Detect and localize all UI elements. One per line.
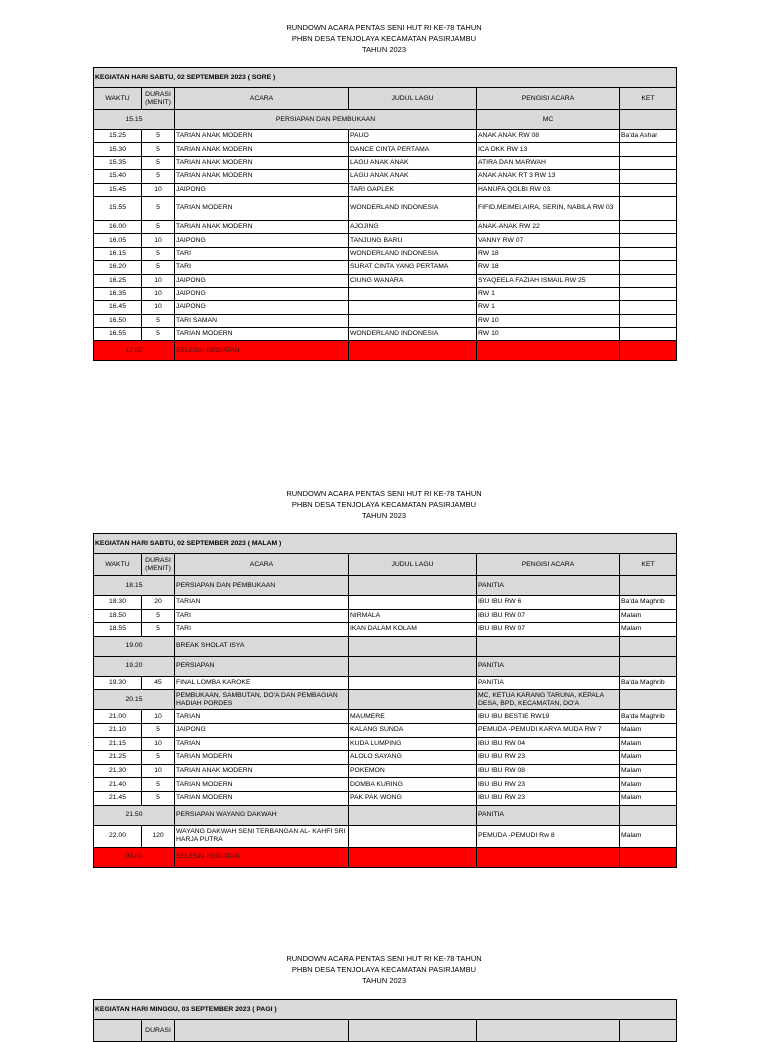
table-row	[94, 130, 677, 143]
table-row	[94, 143, 677, 156]
cell-acara: FINAL LOMBA KAROKE	[175, 676, 349, 690]
cell-durasi: 10	[142, 287, 175, 300]
cell-judul: NIRMALA	[349, 609, 477, 623]
cell-durasi: 10	[142, 274, 175, 287]
cell-pengisi: PEMUDA -PEMUDI Rw 8	[477, 825, 620, 847]
cell-durasi: 10	[142, 764, 175, 778]
cell-judul	[349, 287, 477, 300]
col-pengisi: PENGISI ACARA	[477, 554, 620, 576]
table-row	[94, 247, 677, 260]
cell-durasi: 5	[142, 791, 175, 805]
phase-pengisi: PANITIA	[477, 805, 620, 825]
cell-acara: TARIAN MODERN	[175, 751, 349, 765]
cell-pengisi: PEMUDA -PEMUDI KARYA MUDA RW 7	[477, 723, 620, 737]
cell-pengisi: IBU IBU RW 08	[477, 764, 620, 778]
table-row	[94, 220, 677, 233]
cell-ket: Malam	[620, 623, 677, 637]
cell-pengisi: RW 1	[477, 287, 620, 300]
cell-waktu: 15.40	[94, 170, 142, 183]
cell-durasi: 5	[142, 143, 175, 156]
cell-acara: TARIAN	[175, 737, 349, 751]
phase-row	[94, 576, 677, 596]
table-row	[94, 156, 677, 169]
table-row	[94, 328, 677, 341]
phase-time: 19.20	[94, 656, 175, 676]
cell-durasi: 45	[142, 676, 175, 690]
table-row	[94, 751, 677, 765]
cell-acara: TARI	[175, 247, 349, 260]
cell-judul: KALANG SUNDA	[349, 723, 477, 737]
cell-waktu: 16.55	[94, 328, 142, 341]
header-line1: RUNDOWN ACARA PENTAS SENI HUT RI KE-78 TAHUN	[286, 489, 482, 498]
cell-durasi: 5	[142, 778, 175, 792]
table-row	[94, 287, 677, 300]
cell-judul: IKAN DALAM KOLAM	[349, 623, 477, 637]
col-waktu: WAKTU	[94, 88, 142, 110]
cell-ket: Malam	[620, 737, 677, 751]
cell-ket	[620, 220, 677, 233]
cell-ket	[620, 183, 677, 196]
cell-ket	[620, 287, 677, 300]
closing-row	[94, 847, 677, 867]
cell-waktu: 21.45	[94, 791, 142, 805]
cell-durasi: 5	[142, 723, 175, 737]
table-cell	[620, 341, 677, 361]
cell-ket	[620, 314, 677, 327]
table-row	[94, 261, 677, 274]
opening-pengisi: MC	[477, 110, 620, 130]
cell-durasi: 5	[142, 130, 175, 143]
cell-durasi: 5	[142, 328, 175, 341]
header-line3: TAHUN 2023	[361, 511, 407, 520]
section-title: KEGIATAN HARI SABTU, 02 SEPTEMBER 2023 ( MALAM )	[94, 534, 677, 554]
cell-ket: Malam	[620, 791, 677, 805]
cell-judul: LAGU ANAK ANAK	[349, 156, 477, 169]
cell-acara: TARI	[175, 261, 349, 274]
rundown-header-1	[0, 22, 768, 55]
phase-time: 20.15	[94, 690, 175, 710]
table-row	[94, 609, 677, 623]
cell-acara: JAIPONG	[175, 301, 349, 314]
cell-waktu: 15.45	[94, 183, 142, 196]
cell-acara: JAIPONG	[175, 234, 349, 247]
cell-judul	[349, 825, 477, 847]
cell-ket: Malam	[620, 751, 677, 765]
table-row	[94, 596, 677, 610]
col-waktu: WAKTU	[94, 554, 142, 576]
rundown-header-2	[0, 488, 768, 521]
cell-acara: TARIAN	[175, 710, 349, 724]
col-acara: ACARA	[175, 88, 349, 110]
table-cell	[620, 805, 677, 825]
cell-waktu: 16.20	[94, 261, 142, 274]
cell-durasi: 10	[142, 301, 175, 314]
cell-ket: Malam	[620, 723, 677, 737]
header-line1: RUNDOWN ACARA PENTAS SENI HUT RI KE-78 TAHUN	[286, 954, 482, 963]
cell-durasi: 5	[142, 170, 175, 183]
cell-pengisi: IBU IBU RW 07	[477, 609, 620, 623]
closing-acara: SELESAI KEGIATAN	[175, 847, 349, 867]
cell-durasi: 5	[142, 609, 175, 623]
table-cell	[349, 576, 477, 596]
closing-acara: SELESAI KEGIATAN	[175, 341, 349, 361]
cell-ket	[620, 156, 677, 169]
cell-durasi: 5	[142, 261, 175, 274]
table-cell	[477, 847, 620, 867]
opening-time: 15.15	[94, 110, 175, 130]
table-row	[94, 825, 677, 847]
phase-time: 21.50	[94, 805, 175, 825]
header-line1: RUNDOWN ACARA PENTAS SENI HUT RI KE-78 TAHUN	[286, 23, 482, 32]
table-cell	[349, 847, 477, 867]
phase-row	[94, 690, 677, 710]
cell-judul: WONDERLAND INDONESIA	[349, 196, 477, 220]
cell-pengisi: RW 10	[477, 314, 620, 327]
col-judul: JUDUL LAGU	[349, 554, 477, 576]
col-ket: KET	[620, 554, 677, 576]
cell-waktu: 21.25	[94, 751, 142, 765]
cell-waktu: 16.15	[94, 247, 142, 260]
cell-ket	[620, 261, 677, 274]
cell-acara: TARI SAMAN	[175, 314, 349, 327]
cell-acara: TARI	[175, 623, 349, 637]
cell-waktu: 16.05	[94, 234, 142, 247]
cell-pengisi: RW 10	[477, 328, 620, 341]
table-row	[94, 710, 677, 724]
cell-judul: DANCE CINTA PERTAMA	[349, 143, 477, 156]
phase-acara: PERSIAPAN DAN PEMBUKAAN	[175, 576, 349, 596]
cell-durasi: 10	[142, 710, 175, 724]
cell-ket: Malam	[620, 825, 677, 847]
cell-waktu: 16.45	[94, 301, 142, 314]
cell-pengisi: RW 18	[477, 261, 620, 274]
cell-acara: TARIAN MODERN	[175, 791, 349, 805]
cell-acara: TARIAN ANAK MODERN	[175, 764, 349, 778]
table-row	[94, 234, 677, 247]
cell-pengisi: IBU IBU RW 04	[477, 737, 620, 751]
cell-durasi: 10	[142, 183, 175, 196]
cell-waktu: 21.00	[94, 710, 142, 724]
col-durasi: DURASI (MENIT)	[142, 554, 175, 576]
cell-judul	[349, 314, 477, 327]
table-cell	[349, 341, 477, 361]
phase-acara: BREAK SHOLAT ISYA	[175, 636, 349, 656]
phase-acara: PERSIAPAN WAYANG DAKWAH	[175, 805, 349, 825]
cell-waktu: 16.50	[94, 314, 142, 327]
table-cell	[477, 341, 620, 361]
cell-ket: Malam	[620, 764, 677, 778]
cell-waktu: 15.25	[94, 130, 142, 143]
cell-acara: WAYANG DAKWAH SENI TERBANGAN AL- KAHFI SRI HARJA PUTRA	[175, 825, 349, 847]
cell-waktu: 16.00	[94, 220, 142, 233]
phase-acara: PERSIAPAN	[175, 656, 349, 676]
cell-judul: WONDERLAND INDONESIA	[349, 247, 477, 260]
phase-pengisi: PANITIA	[477, 576, 620, 596]
table-cell	[349, 636, 477, 656]
cell-acara: TARIAN MODERN	[175, 778, 349, 792]
cell-durasi: 10	[142, 234, 175, 247]
section-title: KEGIATAN HARI MINGGU, 03 SEPTEMBER 2023 ( PAGI )	[94, 1000, 677, 1020]
table-row	[94, 274, 677, 287]
cell-ket	[620, 274, 677, 287]
cell-waktu: 21.40	[94, 778, 142, 792]
cell-pengisi: FIFID,MEIMEI,AIRA, SERIN, NABILA RW 03	[477, 196, 620, 220]
cell-acara: TARIAN ANAK MODERN	[175, 130, 349, 143]
header-line3: TAHUN 2023	[361, 45, 407, 54]
header-line2: PHBN DESA TENJOLAYA KECAMATAN PASIRJAMBU	[291, 34, 477, 43]
table-cell	[349, 656, 477, 676]
cell-ket	[620, 234, 677, 247]
cell-durasi: 5	[142, 314, 175, 327]
cell-ket: Ba'da Maghrib	[620, 596, 677, 610]
cell-durasi: 5	[142, 156, 175, 169]
cell-pengisi: VANNY RW 07	[477, 234, 620, 247]
cell-waktu: 21.10	[94, 723, 142, 737]
rundown-table-pagi	[93, 999, 677, 1042]
phase-row	[94, 656, 677, 676]
cell-waktu: 22.00	[94, 825, 142, 847]
cell-waktu: 18.50	[94, 609, 142, 623]
phase-pengisi: MC, KETUA KARANG TARUNA, KEPALA DESA, BPD, KECAMATAN, DO'A	[477, 690, 620, 710]
cell-acara: JAIPONG	[175, 287, 349, 300]
closing-time: 17.00	[94, 341, 175, 361]
table-row	[94, 314, 677, 327]
table-row	[94, 623, 677, 637]
cell-acara: JAIPONG	[175, 274, 349, 287]
table-row	[94, 676, 677, 690]
cell-ket	[620, 143, 677, 156]
phase-row	[94, 636, 677, 656]
cell-durasi: 120	[142, 825, 175, 847]
cell-durasi: 5	[142, 623, 175, 637]
cell-judul: ALOLO SAYANG	[349, 751, 477, 765]
cell-acara: TARIAN ANAK MODERN	[175, 143, 349, 156]
rundown-table-malam	[93, 533, 677, 868]
table-row	[94, 170, 677, 183]
section-title: KEGIATAN HARI SABTU, 02 SEPTEMBER 2023 ( SORE )	[94, 68, 677, 88]
cell-judul: PAK PAK WONG	[349, 791, 477, 805]
cell-ket	[620, 301, 677, 314]
cell-ket	[620, 170, 677, 183]
col-acara: ACARA	[175, 554, 349, 576]
cell-pengisi: IBU IBU RW 23	[477, 791, 620, 805]
cell-waktu: 16.25	[94, 274, 142, 287]
table-row	[94, 196, 677, 220]
cell-pengisi: RW 1	[477, 301, 620, 314]
cell-ket	[620, 328, 677, 341]
cell-judul: TARI GAPLEK	[349, 183, 477, 196]
closing-time: 00.00	[94, 847, 175, 867]
cell-acara: TARIAN ANAK MODERN	[175, 170, 349, 183]
cell-judul	[349, 301, 477, 314]
cell-acara: TARIAN	[175, 596, 349, 610]
cell-waktu: 18.30	[94, 596, 142, 610]
cell-durasi: 5	[142, 220, 175, 233]
cell-ket	[620, 247, 677, 260]
cell-pengisi: PANITIA	[477, 676, 620, 690]
table-row	[94, 301, 677, 314]
phase-row	[94, 805, 677, 825]
cell-pengisi: IBU IBU RW 23	[477, 751, 620, 765]
table-row	[94, 737, 677, 751]
cell-acara: TARIAN MODERN	[175, 328, 349, 341]
closing-row	[94, 341, 677, 361]
phase-time: 18.15	[94, 576, 175, 596]
cell-pengisi: HANUFA QOLBI RW 03	[477, 183, 620, 196]
phase-acara: PEMBUKAAN, SAMBUTAN, DO'A DAN PEMBAGIAN HADIAH PORDES	[175, 690, 349, 710]
table-row	[94, 791, 677, 805]
table-row	[94, 778, 677, 792]
rundown-table-sore	[93, 67, 677, 361]
cell-durasi: 20	[142, 596, 175, 610]
cell-waktu: 19.30	[94, 676, 142, 690]
cell-durasi: 5	[142, 751, 175, 765]
cell-ket: Malam	[620, 778, 677, 792]
phase-pengisi: PANITIA	[477, 656, 620, 676]
table-cell	[620, 847, 677, 867]
table-cell	[620, 690, 677, 710]
cell-judul: POKEMON	[349, 764, 477, 778]
cell-pengisi: IBU IBU RW 23	[477, 778, 620, 792]
cell-acara: TARIAN MODERN	[175, 196, 349, 220]
cell-pengisi: ANAK ANAK RT 3 RW 13	[477, 170, 620, 183]
cell-pengisi: IBU IBU BESTIE RW19	[477, 710, 620, 724]
cell-waktu: 15.30	[94, 143, 142, 156]
cell-pengisi: IBU IBU RW 6	[477, 596, 620, 610]
cell-waktu: 18.55	[94, 623, 142, 637]
header-line2: PHBN DESA TENJOLAYA KECAMATAN PASIRJAMBU	[291, 500, 477, 509]
cell-judul: AJOJING	[349, 220, 477, 233]
header-line2: PHBN DESA TENJOLAYA KECAMATAN PASIRJAMBU	[291, 965, 477, 974]
col-pengisi: PENGISI ACARA	[477, 88, 620, 110]
cell-pengisi: RW 18	[477, 247, 620, 260]
cell-ket: Ba'da Maghrib	[620, 676, 677, 690]
cell-judul: LAGU ANAK ANAK	[349, 170, 477, 183]
cell-acara: JAIPONG	[175, 183, 349, 196]
table-cell	[349, 690, 477, 710]
cell-judul: WONDERLAND INDONESIA	[349, 328, 477, 341]
cell-judul	[349, 596, 477, 610]
cell-judul: KUDA LUMPING	[349, 737, 477, 751]
cell-acara: TARIAN ANAK MODERN	[175, 156, 349, 169]
table-cell	[620, 656, 677, 676]
cell-judul: SURAT CINTA YANG PERTAMA	[349, 261, 477, 274]
cell-pengisi: ANAK-ANAK RW 22	[477, 220, 620, 233]
cell-acara: JAIPONG	[175, 723, 349, 737]
cell-acara: TARI	[175, 609, 349, 623]
rundown-header-3	[0, 953, 768, 986]
col-ket: KET	[620, 88, 677, 110]
cell-waktu: 16.35	[94, 287, 142, 300]
cell-waktu: 15.55	[94, 196, 142, 220]
cell-judul	[349, 676, 477, 690]
phase-pengisi	[477, 636, 620, 656]
cell-judul: TANJUNG BARU	[349, 234, 477, 247]
cell-durasi: 5	[142, 196, 175, 220]
col-durasi: DURASI (MENIT)	[142, 88, 175, 110]
cell-judul: CIUNG WANARA	[349, 274, 477, 287]
cell-ket: Malam	[620, 609, 677, 623]
cell-pengisi: IBU IBU RW 07	[477, 623, 620, 637]
cell-durasi: 5	[142, 247, 175, 260]
cell-waktu: 21.30	[94, 764, 142, 778]
table-cell	[349, 805, 477, 825]
cell-pengisi: ICA DKK RW 13	[477, 143, 620, 156]
table-cell	[620, 576, 677, 596]
table-row	[94, 183, 677, 196]
col-judul: JUDUL LAGU	[349, 88, 477, 110]
cell-judul: MAUMERE	[349, 710, 477, 724]
cell-pengisi: ATIRA DAN MARWAH	[477, 156, 620, 169]
table-row	[94, 764, 677, 778]
phase-time: 19.00	[94, 636, 175, 656]
header-line3: TAHUN 2023	[361, 976, 407, 985]
cell-judul: PAUO	[349, 130, 477, 143]
cell-ket: Ba'da Maghrib	[620, 710, 677, 724]
cell-waktu: 15.35	[94, 156, 142, 169]
table-cell	[620, 636, 677, 656]
cell-waktu: 21.15	[94, 737, 142, 751]
cell-ket	[620, 196, 677, 220]
cell-ket: Ba'da Ashar	[620, 130, 677, 143]
cell-durasi: 10	[142, 737, 175, 751]
cell-judul: DOMBA KURING	[349, 778, 477, 792]
cell-pengisi: SYAQEELA FAZIAH ISMAIL RW 25	[477, 274, 620, 287]
cell-acara: TARIAN ANAK MODERN	[175, 220, 349, 233]
col-durasi: DURASI	[142, 1020, 175, 1042]
table-row	[94, 723, 677, 737]
opening-acara: PERSIAPAN DAN PEMBUKAAN	[175, 110, 477, 130]
cell-pengisi: ANAK ANAK RW 08	[477, 130, 620, 143]
